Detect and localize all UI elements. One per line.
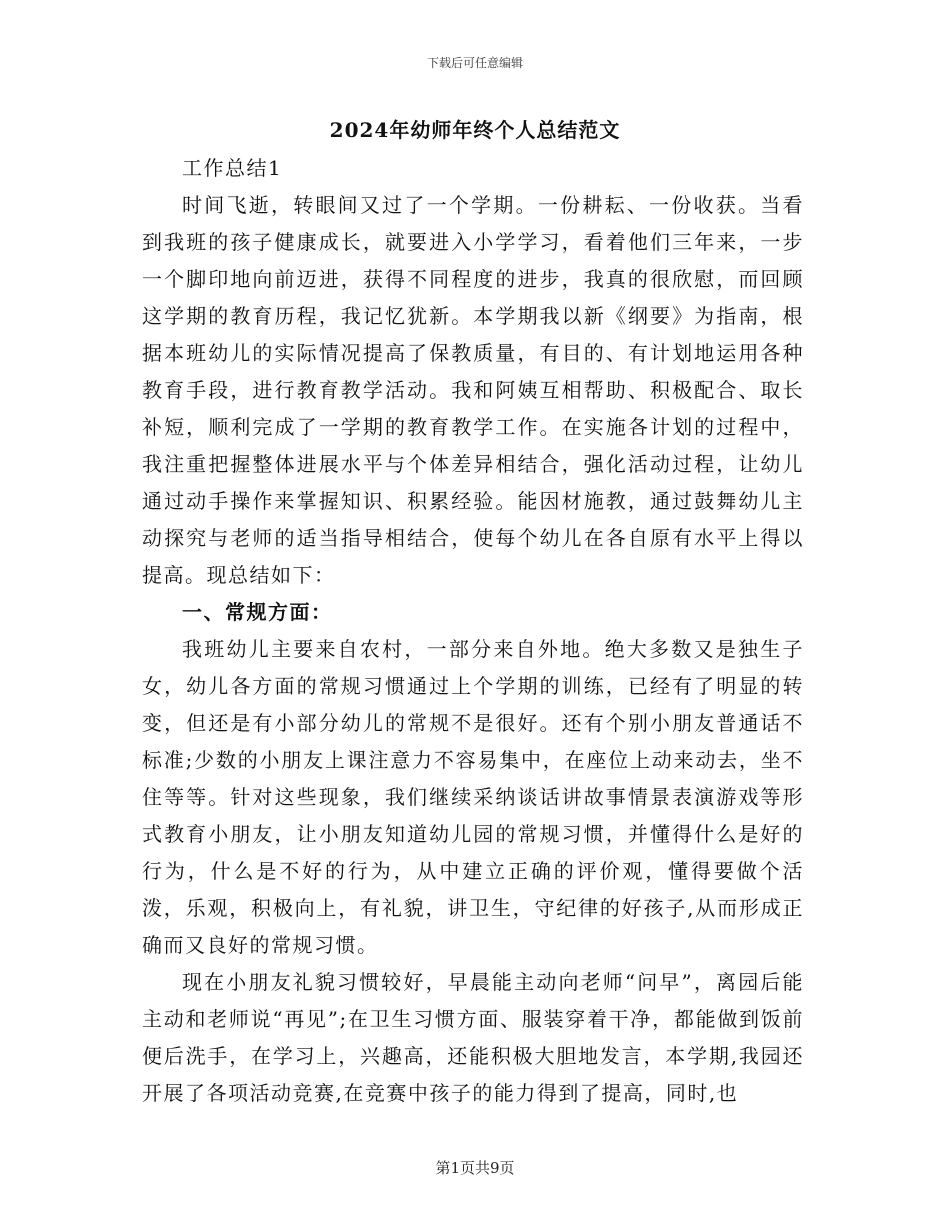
body-paragraph: 时间飞逝，转眼间又过了一个学期。一份耕耘、一份收获。当看到我班的孩子健康成长，就要进入小学学习，看着他们三年来，一步一个脚印地向前迈进，获得不同程度的进步，我真的很欣慰，而回顾这学期的教育历程，我记忆犹新。本学期我以新《纲要》为指南，根据本班幼儿的实际情况提高了保教质量，有目的、有计划地运用各种教育手段，进行教育教学活动。我和阿姨互相帮助、积极配合、取长补短，顺利完成了一学期的教育教学工作。在实施各计划的过程中，我注重把握整体进展水平与个体差异相结合，强化活动过程，让幼儿通过动手操作来掌握知识、积累经验。能因材施教，通过鼓舞幼儿主动探究与老师的适当指导相结合，使每个幼儿在各自原有水平上得以提高。现总结如下：	[142, 193, 804, 587]
page-number: 第1页共9页	[435, 1159, 515, 1177]
body-paragraph: 我班幼儿主要来自农村，一部分来自外地。绝大多数又是独生子女，幼儿各方面的常规习惯通过上个学期的训练，已经有了明显的转变，但还是有小部分幼儿的常规不是很好。还有个别小朋友普通话不标准;少数的小朋友上课注意力不容易集中，在座位上动来动去，坐不住等等。针对这些现象，我们继续采纳谈话讲故事情景表演游戏等形式教育小朋友，让小朋友知道幼儿园的常规习惯，并懂得什么是好的行为，什么是不好的行为，从中建立正确的评价观，懂得要做个活泼，乐观，积极向上，有礼貌，讲卫生，守纪律的好孩子,从而形成正确而又良好的常规习惯。	[142, 637, 804, 957]
body-paragraph: 现在小朋友礼貌习惯较好，早晨能主动向老师“问早”，离园后能主动和老师说“再见”;在卫生习惯方面、服装穿着干净，都能做到饭前便后洗手，在学习上，兴趣高，还能积极大胆地发言，本学期,我园还开展了各项活动竞赛,在竞赛中孩子的能力得到了提高，同时,也	[142, 970, 804, 1105]
document-body	[142, 150, 804, 1112]
document-title: 2024年幼师年终个人总结范文	[329, 118, 621, 142]
header-note: 下载后可任意编辑	[426, 56, 523, 70]
section-heading: 一、常规方面：	[182, 600, 333, 624]
section-label: 工作总结1	[182, 156, 283, 180]
